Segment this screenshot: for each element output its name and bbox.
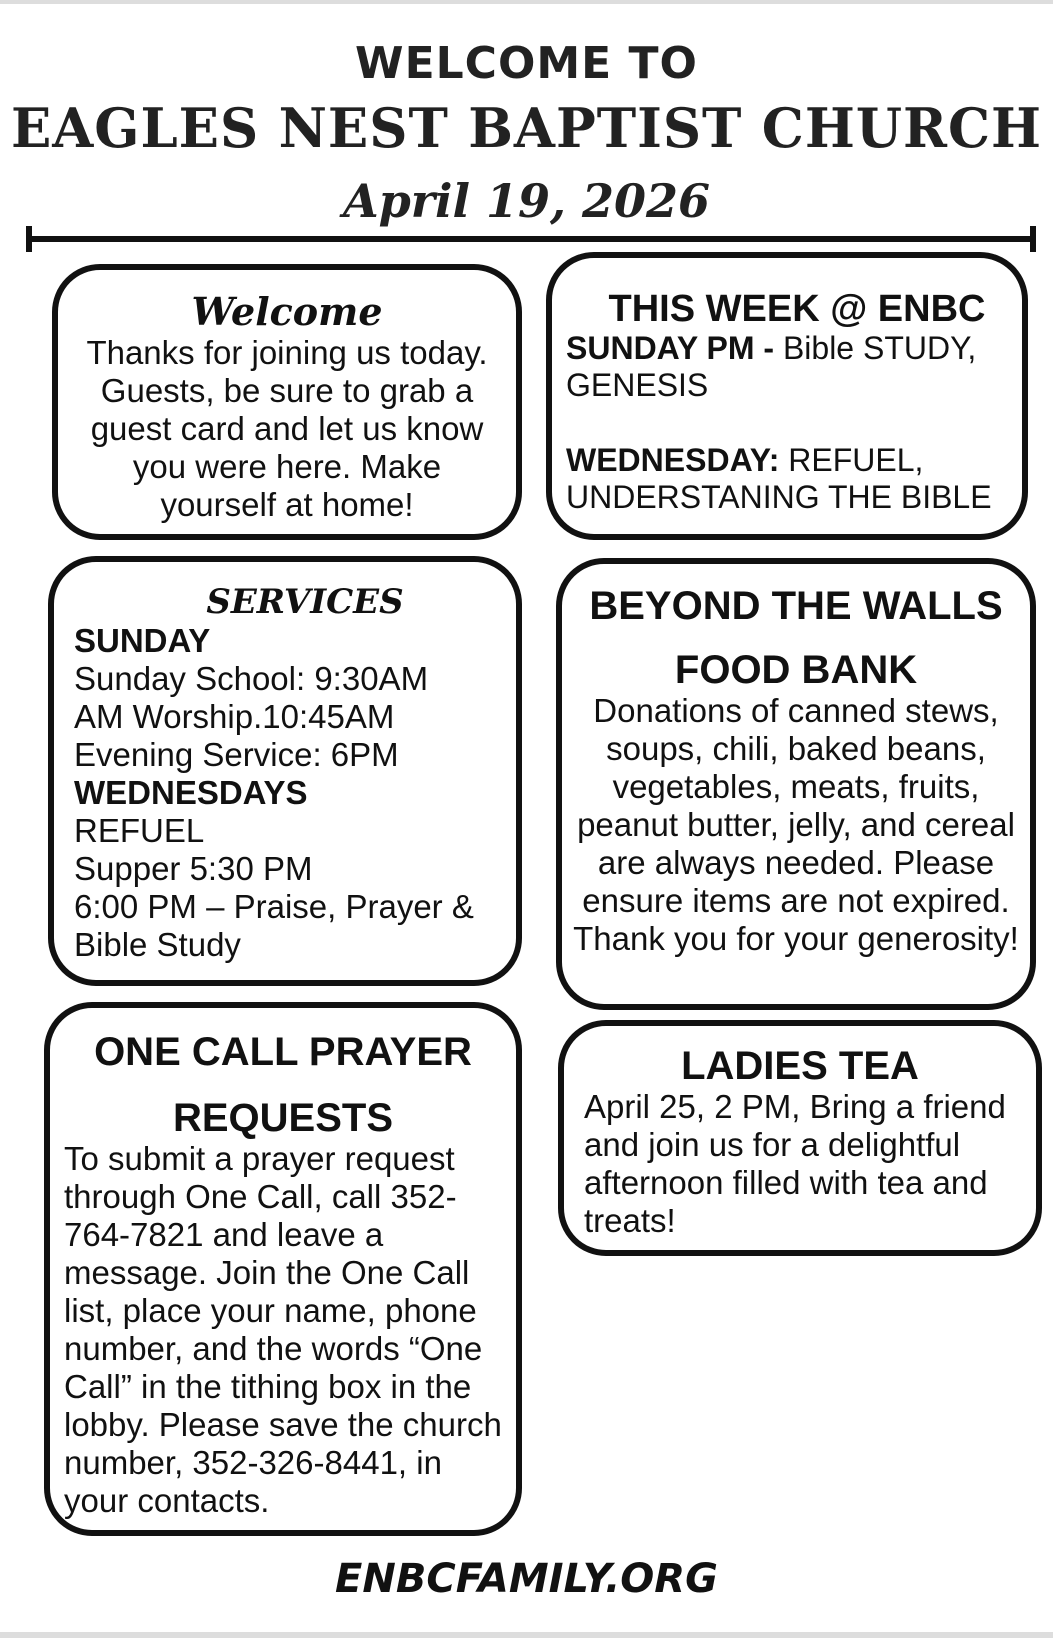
header-divider-cap-left xyxy=(26,226,32,252)
header-divider xyxy=(28,236,1034,242)
header-divider-cap-right xyxy=(1030,226,1036,252)
food-bank-box xyxy=(556,558,1036,1010)
this-week-title: THIS WEEK @ ENBC xyxy=(608,288,986,330)
service-item: REFUEL xyxy=(74,812,205,849)
service-item: Supper 5:30 PM xyxy=(74,850,313,887)
prayer-text: To submit a prayer request through One Call, call 352-764-7821 and leave a message. Join the One Call list, place your name, phone number, and the words “One Call” in the tithing box in the lobby. Please save the church number, 352-326-8441, in your contacts. xyxy=(64,1140,502,1519)
food-bank-title-line1: BEYOND THE WALLS xyxy=(589,584,1003,628)
bulletin-date: April 19, 2026 xyxy=(342,174,711,228)
prayer-title-line2: REQUESTS xyxy=(172,1096,394,1140)
sunday-pm-label: SUNDAY PM - xyxy=(566,330,783,366)
ladies-tea-title: LADIES TEA xyxy=(681,1044,919,1088)
prayer-requests-box xyxy=(44,1002,522,1536)
wednesdays-heading: WEDNESDAYS xyxy=(74,774,308,811)
church-name-heading: EAGLES NEST BAPTIST CHURCH xyxy=(10,96,1043,160)
sunday-pm-text: Bible STUDY, GENESIS xyxy=(566,330,977,403)
this-week-box xyxy=(546,252,1028,540)
service-item: Sunday School: 9:30AM xyxy=(74,660,429,697)
service-item: 6:00 PM – Praise, Prayer & Bible Study xyxy=(74,888,474,963)
services-text xyxy=(54,622,516,964)
food-bank-text: Donations of canned stews, soups, chili, baked beans, vegetables, meats, fruits, peanut butter, jelly, and cereal are always needed. Please ensure items are not expired. Thank you for your generosity! xyxy=(573,692,1019,957)
welcome-box xyxy=(52,264,522,540)
ladies-tea-box xyxy=(558,1020,1042,1256)
this-week-text xyxy=(552,330,1022,516)
ladies-tea-text: April 25, 2 PM, Bring a friend and join us for a delightful afternoon filled with tea and treats! xyxy=(584,1088,1006,1239)
bottom-border xyxy=(0,1632,1053,1638)
service-item: AM Worship.10:45AM xyxy=(74,698,395,735)
prayer-title-line1: ONE CALL PRAYER xyxy=(94,1030,472,1074)
sunday-heading: SUNDAY xyxy=(74,622,211,659)
services-title: SERVICES xyxy=(206,582,404,622)
welcome-to-heading: WELCOME TO xyxy=(355,38,698,89)
service-item: Evening Service: 6PM xyxy=(74,736,399,773)
welcome-text: Thanks for joining us today. Guests, be sure to grab a guest card and let us know you were here. Make yourself at home! xyxy=(86,334,488,523)
services-box xyxy=(48,556,522,986)
top-border xyxy=(0,0,1053,4)
food-bank-title-line2: FOOD BANK xyxy=(674,648,918,692)
welcome-title: Welcome xyxy=(191,289,383,334)
website-link[interactable]: ENBCFAMILY.ORG xyxy=(335,1556,718,1602)
wednesday-text: REFUEL, UNDERSTANING THE BIBLE xyxy=(566,442,992,515)
wednesday-label: WEDNESDAY: xyxy=(566,442,780,478)
